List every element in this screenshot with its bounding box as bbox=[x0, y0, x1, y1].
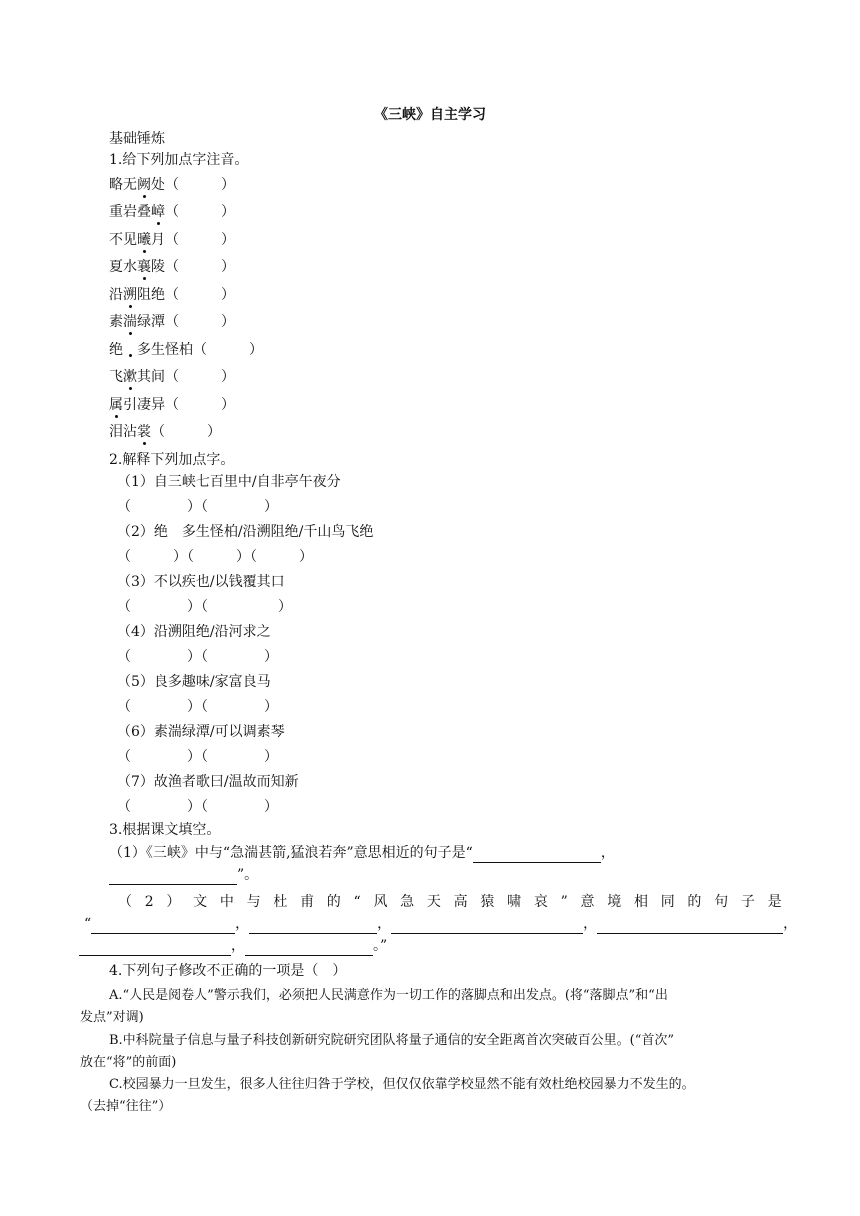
q4-option-a-line1: A.“人民是阅卷人”警示我们，必须把人民满意作为一切工作的落脚点和出发点。(将“落脚点”和“出 bbox=[109, 988, 668, 1003]
q3-line4 bbox=[84, 914, 797, 934]
q1-item-answer-paren[interactable]: （ ） bbox=[165, 232, 235, 248]
q1-item bbox=[109, 422, 221, 442]
section-label: 基础锤炼 bbox=[109, 131, 165, 147]
q2-item-question bbox=[117, 772, 299, 792]
q3-line5-end: 。” bbox=[373, 938, 388, 954]
q2-item-question bbox=[117, 572, 285, 592]
q3-line3-char: 中 bbox=[219, 894, 234, 910]
q2-item-number: （1） bbox=[117, 474, 154, 490]
q3-line3-char: 哀 bbox=[533, 894, 548, 910]
q3-comma-1: ， bbox=[235, 916, 250, 932]
q3-line5 bbox=[79, 936, 387, 956]
q2-item-number: （7） bbox=[117, 774, 154, 790]
q2-item-text: 沿溯阻绝/沿河求之 bbox=[153, 624, 271, 640]
q2-item-number: （6） bbox=[117, 724, 154, 740]
q4-option-a-line2: 发点”对调) bbox=[80, 1010, 144, 1025]
q3-line3-char: 同 bbox=[660, 894, 675, 910]
q2-item-answer[interactable]: （ ）（ ） bbox=[117, 599, 292, 615]
q3-blank-8[interactable] bbox=[245, 940, 373, 956]
q2-item-question bbox=[117, 472, 341, 492]
q2-item-question bbox=[117, 672, 271, 692]
q2-item-question bbox=[117, 722, 285, 742]
q3-line3-char: ） bbox=[166, 894, 181, 910]
q1-item-post: 月 bbox=[151, 232, 165, 248]
q3-line3-char: 甫 bbox=[300, 894, 315, 910]
q3-comma-5: ， bbox=[231, 938, 245, 954]
q1-item-pre: 绝 bbox=[109, 342, 123, 358]
q2-item-answer[interactable]: （ ）（ ） bbox=[117, 499, 278, 515]
q2-item-answer[interactable]: （ ）（ ） bbox=[117, 749, 278, 765]
q1-item-dotted-char: 漱 bbox=[123, 369, 137, 385]
q2-item-question bbox=[117, 622, 271, 642]
q3-blank-2[interactable] bbox=[109, 869, 237, 885]
q1-item-answer-paren[interactable]: （ ） bbox=[165, 177, 235, 193]
q3-line3-char: 杜 bbox=[273, 894, 288, 910]
q1-item-post: 阻绝 bbox=[137, 287, 165, 303]
q2-item-answer[interactable]: （ ）（ ） bbox=[117, 799, 278, 815]
q1-item bbox=[109, 175, 235, 195]
q1-item-answer-paren[interactable]: （ ） bbox=[165, 204, 235, 220]
q2-item-number: （4） bbox=[117, 624, 154, 640]
q3-line3-char: 急 bbox=[400, 894, 415, 910]
q1-item-post: 引凄异 bbox=[123, 397, 165, 413]
q1-item-pre: 素 bbox=[109, 314, 123, 330]
q3-line4-start: “ bbox=[84, 916, 92, 932]
q1-item-post: 陵 bbox=[151, 259, 165, 275]
q1-item-answer-paren[interactable]: （ ） bbox=[151, 424, 221, 440]
q2-item-number: （3） bbox=[117, 574, 154, 590]
q2-item-answer[interactable]: （ ）（ ）（ ） bbox=[117, 549, 313, 565]
q3-line3-char: 境 bbox=[607, 894, 622, 910]
q1-item bbox=[109, 367, 235, 387]
q3-blank-1[interactable] bbox=[473, 847, 601, 863]
q2-item-text: 绝 多生怪柏/沿溯阻绝/千山鸟飞绝 bbox=[153, 524, 374, 540]
q3-line3-char: 高 bbox=[453, 894, 468, 910]
q1-item-dotted-char: 嶂 bbox=[151, 204, 165, 220]
q1-item bbox=[109, 395, 235, 415]
q1-item-post: 处 bbox=[151, 177, 165, 193]
q1-item bbox=[109, 202, 235, 222]
q3-line3-char: 与 bbox=[246, 894, 261, 910]
q3-line3 bbox=[118, 892, 782, 912]
q3-line1-text: （1）《三峡》中与“急湍甚箭,猛浪若奔”意思相近的句子是“ bbox=[109, 845, 473, 861]
q1-item-pre: 飞 bbox=[109, 369, 123, 385]
q4-option-b-line2: 放在“将”的前面) bbox=[80, 1055, 177, 1070]
q3-line3-char: 意 bbox=[580, 894, 595, 910]
q3-line1 bbox=[109, 843, 615, 863]
q3-blank-4[interactable] bbox=[249, 918, 377, 934]
q2-item-text: 不以疾也/以钱覆其口 bbox=[153, 574, 285, 590]
q4-prompt: 4.下列句子修改不正确的一项是（ ） bbox=[109, 963, 347, 979]
page-title: 《三峡》自主学习 bbox=[374, 107, 486, 123]
q2-item-number: （2） bbox=[117, 524, 154, 540]
q1-prompt: 1.给下列加点字注音。 bbox=[109, 152, 249, 168]
q1-item-dotted-char: 阙 bbox=[137, 177, 151, 193]
q3-line3-char: （ bbox=[118, 894, 132, 910]
q1-item-answer-paren[interactable]: （ ） bbox=[165, 314, 235, 330]
q3-line3-char: 句 bbox=[714, 894, 729, 910]
q3-comma-2: ， bbox=[377, 916, 392, 932]
q2-item-text: 自三峡七百里中/自非亭午夜分 bbox=[153, 474, 341, 490]
q1-item-pre: 略无 bbox=[109, 177, 137, 193]
q3-prompt: 3.根据课文填空。 bbox=[109, 822, 221, 838]
q2-item-text: 故渔者歌曰/温故而知新 bbox=[153, 774, 299, 790]
q4-option-c-line2: （去掉“往往”） bbox=[80, 1099, 172, 1114]
q1-item bbox=[109, 230, 235, 250]
q3-line3-char: 是 bbox=[767, 894, 782, 910]
q3-line3-char: 的 bbox=[326, 894, 341, 910]
q1-item-post: 其间 bbox=[137, 369, 165, 385]
q2-item-text: 良多趣味/家富良马 bbox=[153, 674, 271, 690]
q1-item-dotted-char: 裳 bbox=[137, 424, 151, 440]
q3-line3-char: ” bbox=[560, 894, 568, 910]
q3-blank-7[interactable] bbox=[79, 940, 231, 956]
q3-line3-char: 子 bbox=[740, 894, 755, 910]
q1-item-dotted-char: 属 bbox=[109, 397, 123, 413]
q1-item-dotted-char: 湍 bbox=[123, 314, 137, 330]
q3-blank-5[interactable] bbox=[391, 918, 583, 934]
q1-item-answer-paren[interactable]: （ ） bbox=[193, 342, 263, 358]
q1-item-answer-paren[interactable]: （ ） bbox=[165, 287, 235, 303]
q3-line3-char: 啸 bbox=[507, 894, 522, 910]
q3-line3-char: 天 bbox=[426, 894, 441, 910]
q4-option-c-line1: C.校园暴力一旦发生，很多人往往归咎于学校，但仅仅依靠学校显然不能有效杜绝校园暴力不发生的。 bbox=[109, 1077, 695, 1092]
q3-line3-char: 的 bbox=[687, 894, 702, 910]
q3-line3-char: 相 bbox=[633, 894, 648, 910]
q3-blank-6[interactable] bbox=[597, 918, 783, 934]
q1-item-dotted-char: 曦 bbox=[137, 232, 151, 248]
q1-item-pre: 不见 bbox=[109, 232, 137, 248]
q1-item-post: 绿潭 bbox=[137, 314, 165, 330]
q2-item-answer[interactable]: （ ）（ ） bbox=[117, 649, 278, 665]
q1-item bbox=[109, 285, 235, 305]
q4-option-b-line1: B.中科院量子信息与量子科技创新研究院研究团队将量子通信的安全距离首次突破百公里。(“首次” bbox=[109, 1033, 675, 1048]
q3-line2-end: ”。 bbox=[237, 867, 259, 883]
q3-line3-char: 文 bbox=[193, 894, 208, 910]
q3-line1-end: ， bbox=[600, 845, 615, 861]
q1-item-pre: 泪沾 bbox=[109, 424, 137, 440]
q2-item-question bbox=[117, 522, 373, 542]
q3-line3-char: “ bbox=[353, 894, 361, 910]
q1-item bbox=[109, 312, 235, 332]
q1-item-post: 多生怪柏 bbox=[137, 342, 193, 358]
q3-line2 bbox=[109, 865, 258, 885]
q3-blank-3[interactable] bbox=[91, 918, 235, 934]
q1-item-answer-paren[interactable]: （ ） bbox=[165, 397, 235, 413]
q3-comma-4: ， bbox=[783, 916, 798, 932]
q1-item bbox=[109, 257, 235, 277]
q2-item-answer[interactable]: （ ）（ ） bbox=[117, 699, 278, 715]
q1-item-pre: 沿 bbox=[109, 287, 123, 303]
q3-line3-char: 风 bbox=[373, 894, 388, 910]
q2-item-number: （5） bbox=[117, 674, 154, 690]
q1-item-answer-paren[interactable]: （ ） bbox=[165, 259, 235, 275]
q1-item-dotted-char: 溯 bbox=[123, 287, 137, 303]
q3-line3-char: 猿 bbox=[480, 894, 495, 910]
q1-item-pre: 夏水 bbox=[109, 259, 137, 275]
q1-item-dotted-char: 襄 bbox=[137, 259, 151, 275]
q2-prompt: 2.解释下列加点字。 bbox=[109, 452, 235, 468]
q1-item bbox=[109, 340, 263, 360]
q3-line3-char: 2 bbox=[144, 894, 154, 910]
q3-comma-3: ， bbox=[583, 916, 598, 932]
q1-item-answer-paren[interactable]: （ ） bbox=[165, 369, 235, 385]
q1-item-pre: 重岩叠 bbox=[109, 204, 151, 220]
q2-item-text: 素湍绿潭/可以调素琴 bbox=[153, 724, 285, 740]
